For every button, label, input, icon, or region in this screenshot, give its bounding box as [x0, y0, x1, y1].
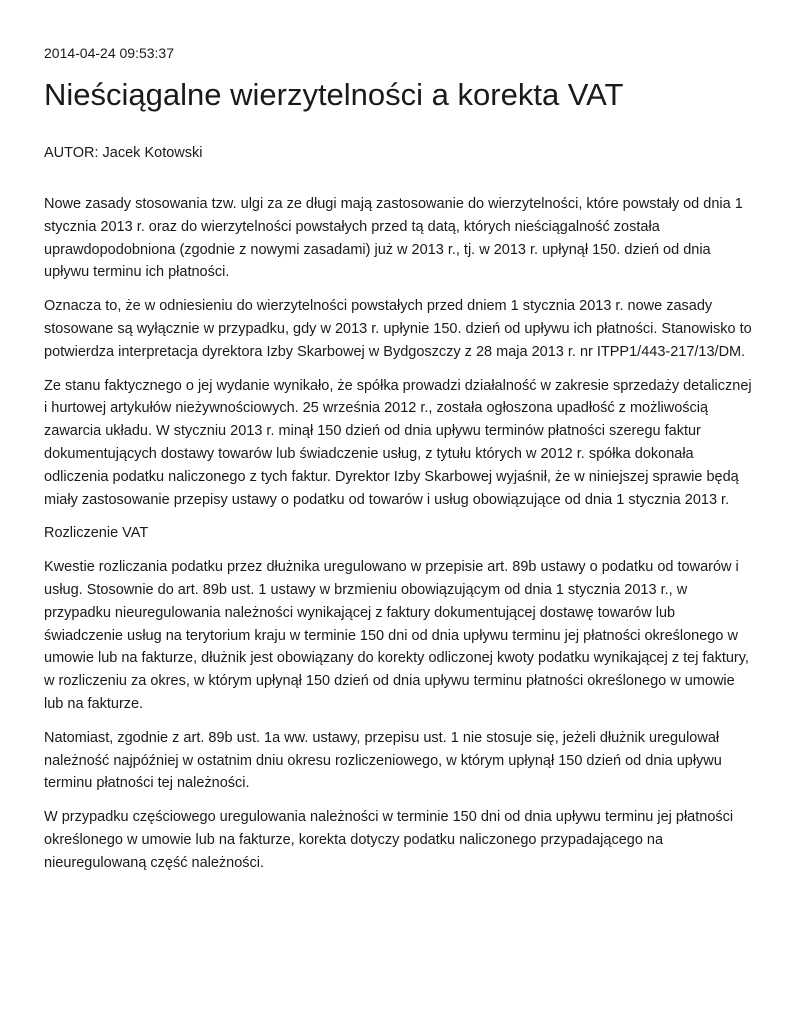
paragraph: Kwestie rozliczania podatku przez dłużnika uregulowano w przepisie art. 89b ustawy o podatku od towarów i usług. Stosownie do art. 89b ust. 1 ustawy w brzmieniu obowiązującym od dnia 1 stycznia 2013 r., w przypadku nieuregulowania należności wynikającej z faktury dokumentującej dostawę towarów lub świadczenie usług na terytorium kraju w terminie 150 dni od dnia upływu terminu jej płatności określonego w umowie lub na fakturze, dłużnik jest obowiązany do korekty odliczonej kwoty podatku wynikającej z tej faktury, w rozliczeniu za okres, w którym upłynął 150 dzień od dnia upływu terminu płatności określonego w umowie lub na fakturze. — [44, 559, 749, 712]
article-author: AUTOR: Jacek Kotowski — [44, 145, 203, 161]
article-timestamp: 2014-04-24 09:53:37 — [44, 45, 174, 61]
section-heading: Rozliczenie VAT — [44, 525, 149, 542]
paragraph: Oznacza to, że w odniesieniu do wierzytelności powstałych przed dniem 1 stycznia 2013 r. nowe zasady stosowane są wyłącznie w przypadku, gdy w 2013 r. upłynie 150. dzień od upływu ich płatności. Stanowisko to potwierdza interpretacja dyrektora Izby Skarbowej w Bydgoszczy z 28 maja 2013 r. nr ITPP1/443-217/13/DM. — [44, 298, 752, 360]
paragraph: W przypadku częściowego uregulowania należności w terminie 150 dni od dnia upływu terminu jej płatności określonego w umowie lub na fakturze, korekta dotyczy podatku naliczonego przypadającego na nieuregulowaną część należności. — [44, 809, 734, 871]
article-title: Nieściągalne wierzytelności a korekta VAT — [44, 77, 624, 112]
paragraph: Natomiast, zgodnie z art. 89b ust. 1a ww. ustawy, przepisu ust. 1 nie stosuje się, jeżeli dłużnik uregulował należność najpóźniej w ostatnim dniu okresu rozliczeniowego, w którym upłynął 150 dzień od dnia upływu terminu płatności tej należności. — [44, 729, 722, 792]
article-body — [44, 193, 756, 886]
paragraph: Ze stanu faktycznego o jej wydanie wynikało, że spółka prowadzi działalność w zakresie sprzedaży detalicznej i hurtowej artykułów nieżywnościowych. 25 września 2012 r., została ogłoszona upadłość z możliwością zawarcia układu. W styczniu 2013 r. minął 150 dzień od dnia upływu terminów płatności szeregu faktur dokumentujących dostawy towarów lub świadczenie usług, z tytułu których w 2012 r. spółka dokonała odliczenia podatku naliczonego z tych faktur. Dyrektor Izby Skarbowej wyjaśnił, że w niniejszej sprawie będą miały zastosowanie przepisy ustawy o podatku od towarów i usług obowiązujące od dnia 1 stycznia 2013 r. — [44, 377, 752, 508]
paragraph: Nowe zasady stosowania tzw. ulgi za ze długi mają zastosowanie do wierzytelności, które powstały od dnia 1 stycznia 2013 r. oraz do wierzytelności powstałych przed tą datą, których nieściągalność została uprawdopodobniona (zgodnie z nowymi zasadami) już w 2013 r., tj. w 2013 r. upłynął 150. dzień od dnia upływu terminu ich płatności. — [44, 196, 743, 281]
